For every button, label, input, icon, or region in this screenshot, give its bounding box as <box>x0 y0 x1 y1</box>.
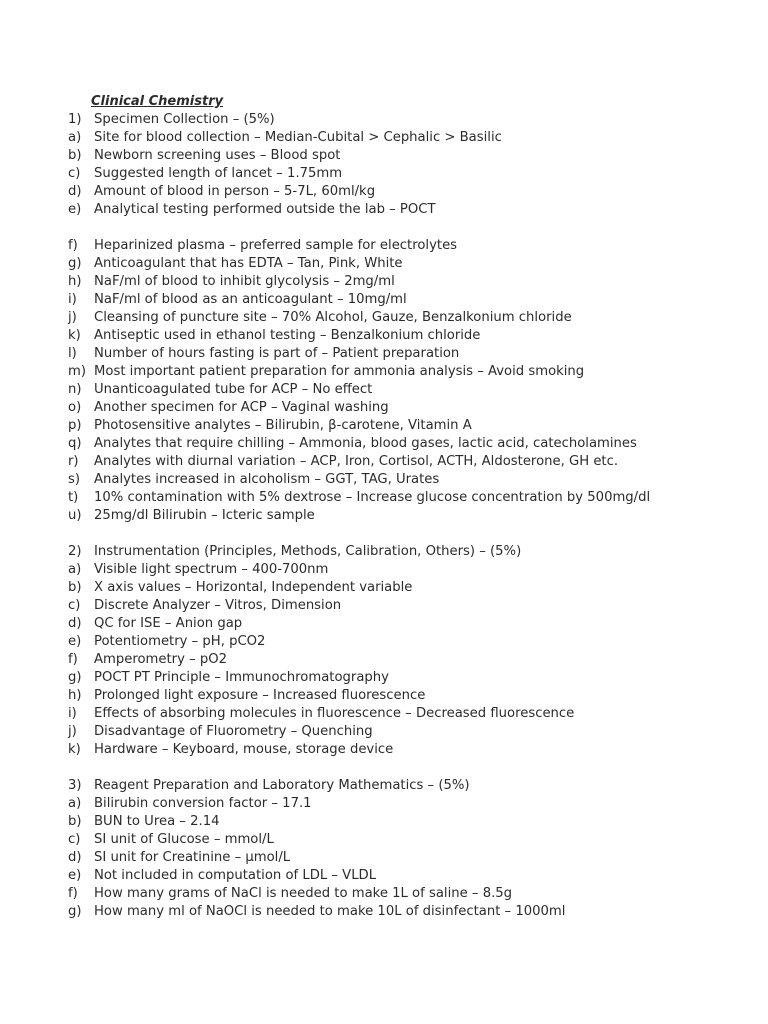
section-3 <box>0 543 768 759</box>
list-item <box>0 399 768 417</box>
list-item-text: Bilirubin conversion factor – 17.1 <box>94 796 312 811</box>
list-item-marker: g) <box>68 256 82 271</box>
list-item <box>0 471 768 489</box>
list-item <box>0 129 768 147</box>
list-item-text: Cleansing of puncture site – 70% Alcohol, Gauze, Benzalkonium chloride <box>94 310 572 325</box>
list-item <box>0 705 768 723</box>
list-item-marker: i) <box>68 706 77 721</box>
list-item-marker: d) <box>68 616 82 631</box>
list-item-text: 25mg/dl Bilirubin – Icteric sample <box>94 508 315 523</box>
list-item-text: Anticoagulant that has EDTA – Tan, Pink, White <box>94 256 403 271</box>
list-item-marker: m) <box>68 364 86 379</box>
list-item-text: Disadvantage of Fluorometry – Quenching <box>94 724 373 739</box>
list-item-text: Photosensitive analytes – Bilirubin, β-carotene, Vitamin A <box>94 418 472 433</box>
list-item-text: Most important patient preparation for ammonia analysis – Avoid smoking <box>94 364 585 379</box>
list-item-text: SI unit for Creatinine – µmol/L <box>94 850 291 865</box>
list-item <box>0 435 768 453</box>
list-item-marker: f) <box>68 886 78 901</box>
section-gap <box>0 759 768 777</box>
list-item-marker: a) <box>68 796 82 811</box>
list-item-marker: f) <box>68 238 78 253</box>
list-item-text: Heparinized plasma – preferred sample for electrolytes <box>94 238 458 253</box>
list-item-marker: o) <box>68 400 82 415</box>
list-item-marker: b) <box>68 580 82 595</box>
list-item-text: Prolonged light exposure – Increased fluorescence <box>94 688 426 703</box>
list-item-text: Reagent Preparation and Laboratory Mathematics – (5%) <box>94 778 470 793</box>
list-item-text: Analytes with diurnal variation – ACP, Iron, Cortisol, ACTH, Aldosterone, GH etc. <box>94 454 619 469</box>
list-item <box>0 669 768 687</box>
list-item-text: 10% contamination with 5% dextrose – Increase glucose concentration by 500mg/dl <box>94 490 651 505</box>
list-item <box>0 345 768 363</box>
list-item-marker: d) <box>68 184 82 199</box>
list-item <box>0 903 768 921</box>
list-item-text: NaF/ml of blood to inhibit glycolysis – 2mg/ml <box>94 274 395 289</box>
list-item-text: Number of hours fasting is part of – Patient preparation <box>94 346 460 361</box>
list-item-marker: 2) <box>68 544 82 559</box>
list-item-text: Visible light spectrum – 400-700nm <box>94 562 329 577</box>
list-item <box>0 309 768 327</box>
list-item-text: Newborn screening uses – Blood spot <box>94 148 341 163</box>
list-item <box>0 687 768 705</box>
list-item <box>0 327 768 345</box>
list-item-marker: k) <box>68 328 81 343</box>
list-item <box>0 255 768 273</box>
list-item-text: Potentiometry – pH, pCO2 <box>94 634 266 649</box>
list-item <box>0 507 768 525</box>
list-item <box>0 363 768 381</box>
list-item-text: NaF/ml of blood as an anticoagulant – 10mg/ml <box>94 292 407 307</box>
list-item-text: Antiseptic used in ethanol testing – Benzalkonium chloride <box>94 328 481 343</box>
list-item-marker: p) <box>68 418 82 433</box>
list-item-text: Site for blood collection – Median-Cubital > Cephalic > Basilic <box>94 130 502 145</box>
list-item-text: How many ml of NaOCl is needed to make 10L of disinfectant – 1000ml <box>94 904 566 919</box>
list-item-text: Analytes increased in alcoholism – GGT, TAG, Urates <box>94 472 440 487</box>
list-item-marker: 1) <box>68 112 82 127</box>
document-title: Clinical Chemistry <box>91 94 224 109</box>
list-item-text: QC for ISE – Anion gap <box>94 616 243 631</box>
list-item-marker: n) <box>68 382 82 397</box>
list-item-marker: k) <box>68 742 81 757</box>
list-item <box>0 111 768 129</box>
list-item <box>0 147 768 165</box>
list-item <box>0 201 768 219</box>
list-item-text: Amount of blood in person – 5-7L, 60ml/kg <box>94 184 376 199</box>
list-item <box>0 615 768 633</box>
list-item <box>0 633 768 651</box>
list-item <box>0 579 768 597</box>
list-item-text: Not included in computation of LDL – VLDL <box>94 868 377 883</box>
list-item-marker: q) <box>68 436 82 451</box>
list-item-text: Suggested length of lancet – 1.75mm <box>94 166 343 181</box>
list-item-marker: h) <box>68 274 82 289</box>
list-item <box>0 813 768 831</box>
list-item-marker: j) <box>68 310 77 325</box>
list-item-marker: 3) <box>68 778 82 793</box>
list-item <box>0 381 768 399</box>
list-item <box>0 183 768 201</box>
list-item-marker: u) <box>68 508 82 523</box>
list-item-text: Specimen Collection – (5%) <box>94 112 275 127</box>
section-2 <box>0 237 768 525</box>
list-item-text: Analytical testing performed outside the lab – POCT <box>94 202 436 217</box>
list-item-text: X axis values – Horizontal, Independent variable <box>94 580 413 595</box>
document-content <box>0 111 768 921</box>
list-item <box>0 795 768 813</box>
list-item-text: Discrete Analyzer – Vitros, Dimension <box>94 598 342 613</box>
list-item-marker: t) <box>68 490 79 505</box>
list-item <box>0 867 768 885</box>
section-1 <box>0 111 768 219</box>
list-item-text: Instrumentation (Principles, Methods, Calibration, Others) – (5%) <box>94 544 522 559</box>
list-item <box>0 885 768 903</box>
list-item <box>0 417 768 435</box>
list-item <box>0 237 768 255</box>
list-item-text: Unanticoagulated tube for ACP – No effect <box>94 382 373 397</box>
list-item <box>0 651 768 669</box>
list-item-marker: e) <box>68 868 82 883</box>
list-item <box>0 273 768 291</box>
list-item <box>0 723 768 741</box>
list-item-marker: c) <box>68 598 81 613</box>
list-item <box>0 831 768 849</box>
list-item-marker: a) <box>68 130 82 145</box>
list-item-marker: e) <box>68 634 82 649</box>
list-item <box>0 741 768 759</box>
list-item-marker: f) <box>68 652 78 667</box>
list-item-text: SI unit of Glucose – mmol/L <box>94 832 274 847</box>
list-item <box>0 453 768 471</box>
list-item-marker: g) <box>68 904 82 919</box>
section-gap <box>0 219 768 237</box>
section-4 <box>0 777 768 921</box>
list-item-text: POCT PT Principle – Immunochromatography <box>94 670 389 685</box>
list-item <box>0 597 768 615</box>
list-item-marker: c) <box>68 166 81 181</box>
list-item-marker: c) <box>68 832 81 847</box>
list-item <box>0 489 768 507</box>
list-item-marker: s) <box>68 472 81 487</box>
list-item-text: Amperometry – pO2 <box>94 652 228 667</box>
list-item-marker: h) <box>68 688 82 703</box>
list-item-marker: l) <box>68 346 77 361</box>
list-item-marker: e) <box>68 202 82 217</box>
list-item <box>0 561 768 579</box>
list-item-text: Hardware – Keyboard, mouse, storage device <box>94 742 394 757</box>
document-page <box>0 93 768 921</box>
list-item <box>0 777 768 795</box>
list-item-marker: b) <box>68 148 82 163</box>
list-item <box>0 291 768 309</box>
list-item-text: How many grams of NaCl is needed to make 1L of saline – 8.5g <box>94 886 513 901</box>
list-item <box>0 849 768 867</box>
list-item <box>0 543 768 561</box>
list-item-marker: i) <box>68 292 77 307</box>
list-item-text: Analytes that require chilling – Ammonia, blood gases, lactic acid, catecholamines <box>94 436 637 451</box>
list-item <box>0 165 768 183</box>
list-item-text: Another specimen for ACP – Vaginal washing <box>94 400 389 415</box>
list-item-marker: b) <box>68 814 82 829</box>
list-item-marker: r) <box>68 454 79 469</box>
list-item-text: BUN to Urea – 2.14 <box>94 814 220 829</box>
list-item-marker: j) <box>68 724 77 739</box>
list-item-marker: a) <box>68 562 82 577</box>
list-item-marker: g) <box>68 670 82 685</box>
list-item-marker: d) <box>68 850 82 865</box>
section-gap <box>0 525 768 543</box>
list-item-text: Effects of absorbing molecules in fluorescence – Decreased fluorescence <box>94 706 575 721</box>
